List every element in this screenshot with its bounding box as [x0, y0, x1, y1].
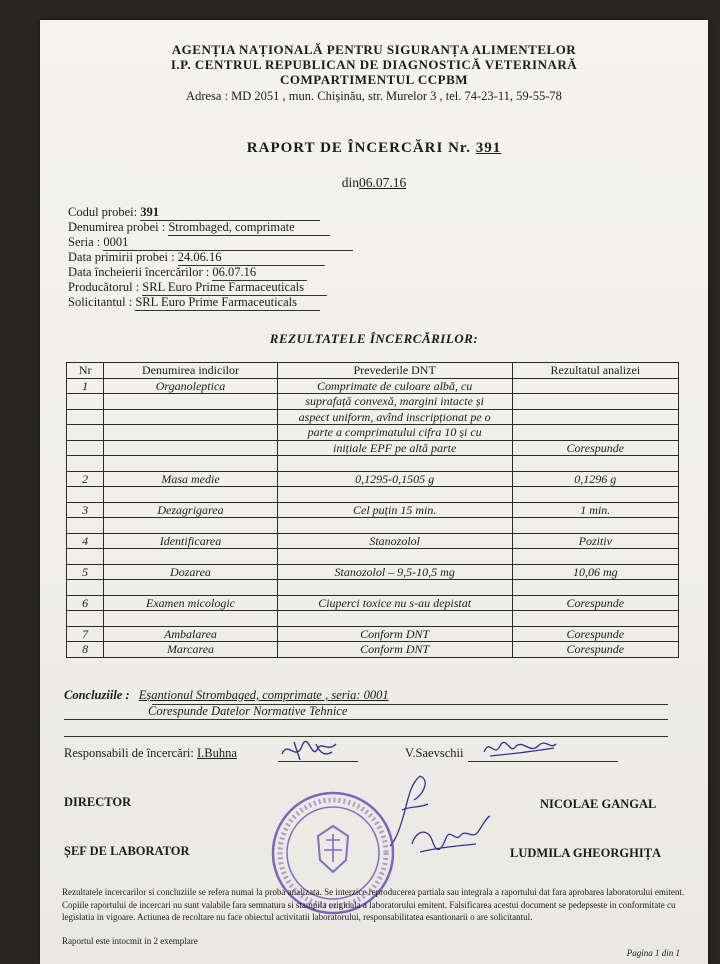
- cell-dnt: suprafață convexă, margini intacte și: [277, 394, 512, 410]
- cell-nr: 6: [67, 595, 104, 611]
- conclusion-line-2: Corespunde Datelor Normative Tehnice: [148, 704, 348, 718]
- cell-nr: [67, 518, 104, 534]
- cell-indicator: [104, 394, 277, 410]
- cell-indicator: [104, 425, 277, 441]
- meta-value: SRL Euro Prime Farmaceuticals: [142, 280, 327, 296]
- meta-value: Strombaged, comprimate: [168, 220, 330, 236]
- cell-nr: [67, 549, 104, 565]
- footer-disclaimer: Rezultatele incercarilor si concluziile se refera numai la proba analizata. Se interzice reproducerea partiala sau integrala a raportului dat fara aprobarea laboratorului emitent. Copiile raportului de incercari nu sunt valabile fara semnatura si stampila originala a laboratorului emitent. Falsificarea acestui document se pedepseste in conformitate cu legislatia in vigoare. Actiunea de recoltare nu face obiectul activitatii laboratorului, responsabilitatea esantionarii o are solicitantul.: [62, 887, 685, 922]
- cell-dnt: [277, 611, 512, 627]
- conclusion-label: Concluziile :: [64, 688, 130, 702]
- meta-label: Codul probei:: [68, 205, 138, 219]
- cell-nr: 2: [67, 471, 104, 487]
- conclusion-line-1: Eșantionul Strombaged, comprimate , seria: 0001: [138, 688, 389, 702]
- meta-label: Denumirea probei :: [68, 220, 166, 234]
- meta-series: [68, 235, 353, 251]
- table-row: [67, 502, 679, 518]
- lab-chief-role: ȘEF DE LABORATOR: [64, 844, 190, 858]
- cell-result: [512, 580, 678, 596]
- cell-nr: 4: [67, 533, 104, 549]
- table-row: [67, 518, 679, 534]
- table-row: [67, 378, 679, 394]
- cell-indicator: Masa medie: [104, 471, 277, 487]
- cell-dnt: inițiale EPF pe altă parte: [277, 440, 512, 456]
- cell-result: Pozitiv: [512, 533, 678, 549]
- cell-result: 1 min.: [512, 502, 678, 518]
- lab-chief-name: LUDMILA GHEORGHIȚA: [510, 846, 662, 860]
- conclusion-rule-3: [64, 736, 668, 737]
- meta-sample-code: [68, 205, 320, 221]
- cell-nr: 1: [67, 378, 104, 394]
- cell-dnt: Stanozolol: [277, 533, 512, 549]
- cell-dnt: [277, 456, 512, 472]
- meta-label: Seria :: [68, 235, 101, 249]
- cell-result: Corespunde: [512, 595, 678, 611]
- cell-indicator: [104, 487, 277, 503]
- meta-value-text: 391: [140, 205, 159, 219]
- meta-applicant: [68, 295, 320, 311]
- cell-indicator: [104, 611, 277, 627]
- cell-dnt: Ciuperci toxice nu s-au depistat: [277, 595, 512, 611]
- cell-indicator: Marcarea: [104, 642, 277, 658]
- header-indicator: Denumirea indicilor: [104, 363, 277, 379]
- table-row: [67, 425, 679, 441]
- cell-result: [512, 409, 678, 425]
- cell-result: [512, 425, 678, 441]
- cell-result: Corespunde: [512, 626, 678, 642]
- cell-result: [512, 611, 678, 627]
- table-row: [67, 440, 679, 456]
- cell-indicator: [104, 456, 277, 472]
- cell-dnt: [277, 518, 512, 534]
- meta-value: 0001: [103, 235, 353, 251]
- cell-indicator: Identificarea: [104, 533, 277, 549]
- responsible-person-2-row: [405, 746, 463, 761]
- meta-received-date: [68, 250, 325, 266]
- results-heading: REZULTATELE ÎNCERCĂRILOR:: [269, 331, 479, 346]
- table-header-row: [67, 363, 679, 379]
- cell-nr: 8: [67, 642, 104, 658]
- cell-nr: [67, 440, 104, 456]
- responsible-row: [64, 746, 237, 761]
- signature-lab-chief: [406, 814, 496, 864]
- report-title: [40, 140, 708, 157]
- signature-saevschii: [480, 734, 560, 762]
- cell-nr: [67, 456, 104, 472]
- cell-indicator: [104, 549, 277, 565]
- director-role: DIRECTOR: [64, 795, 132, 809]
- cell-result: Corespunde: [512, 642, 678, 658]
- table-row: [67, 642, 679, 658]
- responsible-person-1: I.Buhna: [196, 746, 237, 760]
- cell-dnt: parte a comprimatului cifra 10 și cu: [277, 425, 512, 441]
- cell-result: [512, 518, 678, 534]
- conclusion: [64, 688, 389, 703]
- table-row: [67, 456, 679, 472]
- cell-nr: [67, 409, 104, 425]
- page-number: Pagina 1 din 1: [626, 948, 680, 958]
- cell-dnt: 0,1295-0,1505 g: [277, 471, 512, 487]
- meta-completed-date: [68, 265, 307, 281]
- cell-dnt: [277, 580, 512, 596]
- meta-sample-name: [68, 220, 330, 236]
- table-row: [67, 409, 679, 425]
- cell-dnt: [277, 487, 512, 503]
- header-result: Rezultatul analizei: [512, 363, 678, 379]
- cell-nr: 3: [67, 502, 104, 518]
- cell-indicator: Ambalarea: [104, 626, 277, 642]
- table-row: [67, 564, 679, 580]
- document-page: [40, 20, 708, 964]
- responsible-person-2: V.Saevschii: [405, 746, 464, 760]
- table-row: [67, 626, 679, 642]
- cell-indicator: [104, 518, 277, 534]
- cell-indicator: Dozarea: [104, 564, 277, 580]
- cell-result: [512, 394, 678, 410]
- meta-producer: [68, 280, 327, 296]
- report-date-prefix: din: [341, 175, 359, 190]
- cell-result: 0,1296 g: [512, 471, 678, 487]
- cell-dnt: Conform DNT: [277, 642, 512, 658]
- cell-dnt: Comprimate de culoare albă, cu: [277, 378, 512, 394]
- report-number: 391: [475, 140, 502, 156]
- cell-dnt: Stanozolol – 9,5-10,5 mg: [277, 564, 512, 580]
- cell-dnt: Conform DNT: [277, 626, 512, 642]
- department-name: COMPARTIMENTUL CCPBM: [279, 72, 469, 87]
- table-row: [67, 611, 679, 627]
- cell-result: 10,06 mg: [512, 564, 678, 580]
- cell-nr: 5: [67, 564, 104, 580]
- cell-dnt: Cel puțin 15 min.: [277, 502, 512, 518]
- cell-nr: [67, 580, 104, 596]
- table-row: [67, 533, 679, 549]
- header-dnt: Prevederile DNT: [277, 363, 512, 379]
- meta-label: Data încheierii încercărilor :: [68, 265, 210, 279]
- table-row: [67, 580, 679, 596]
- address: Adresa : MD 2051 , mun. Chișinău, str. Murelor 3 , tel. 74-23-11, 59-55-78: [186, 89, 562, 103]
- meta-value: SRL Euro Prime Farmaceuticals: [135, 295, 320, 311]
- cell-result: [512, 549, 678, 565]
- header-nr: Nr: [67, 363, 104, 379]
- cell-indicator: Examen micologic: [104, 595, 277, 611]
- cell-dnt: [277, 549, 512, 565]
- footer-copies: Raportul este intocmit in 2 exemplare: [62, 936, 198, 946]
- cell-nr: [67, 487, 104, 503]
- cell-result: Corespunde: [512, 440, 678, 456]
- cell-indicator: [104, 440, 277, 456]
- meta-value: 06.07.16: [212, 265, 307, 281]
- meta-value: [140, 205, 320, 221]
- center-name: I.P. CENTRUL REPUBLICAN DE DIAGNOSTICĂ VETERINARĂ: [170, 57, 578, 72]
- results-table: [66, 362, 679, 658]
- cell-nr: [67, 611, 104, 627]
- cell-indicator: [104, 409, 277, 425]
- cell-result: [512, 456, 678, 472]
- agency-name: AGENȚIA NAȚIONALĂ PENTRU SIGURANȚA ALIMENTELOR: [171, 42, 577, 57]
- director-name: NICOLAE GANGAL: [540, 797, 657, 811]
- meta-label: Data primirii probei :: [68, 250, 175, 264]
- table-row: [67, 549, 679, 565]
- table-row: [67, 595, 679, 611]
- conclusion-2: [148, 704, 347, 719]
- cell-nr: [67, 425, 104, 441]
- cell-nr: [67, 394, 104, 410]
- table-row: [67, 394, 679, 410]
- cell-result: [512, 378, 678, 394]
- report-date-value: 06.07.16: [359, 175, 407, 190]
- cell-result: [512, 487, 678, 503]
- table-row: [67, 471, 679, 487]
- cell-indicator: [104, 580, 277, 596]
- report-title-prefix: RAPORT DE ÎNCERCĂRI Nr.: [246, 140, 471, 156]
- cell-indicator: Organoleptica: [104, 378, 277, 394]
- conclusion-rule-2: [64, 719, 668, 720]
- signature-buhna: [276, 732, 342, 768]
- cell-dnt: aspect uniform, avînd inscripționat pe o: [277, 409, 512, 425]
- report-date: [40, 175, 708, 191]
- cell-indicator: Dezagrigarea: [104, 502, 277, 518]
- table-row: [67, 487, 679, 503]
- meta-value: 24.06.16: [178, 250, 325, 266]
- cell-nr: 7: [67, 626, 104, 642]
- meta-label: Producătorul :: [68, 280, 140, 294]
- meta-label: Solicitantul :: [68, 295, 133, 309]
- responsible-label: Responsabili de încercări:: [64, 746, 194, 760]
